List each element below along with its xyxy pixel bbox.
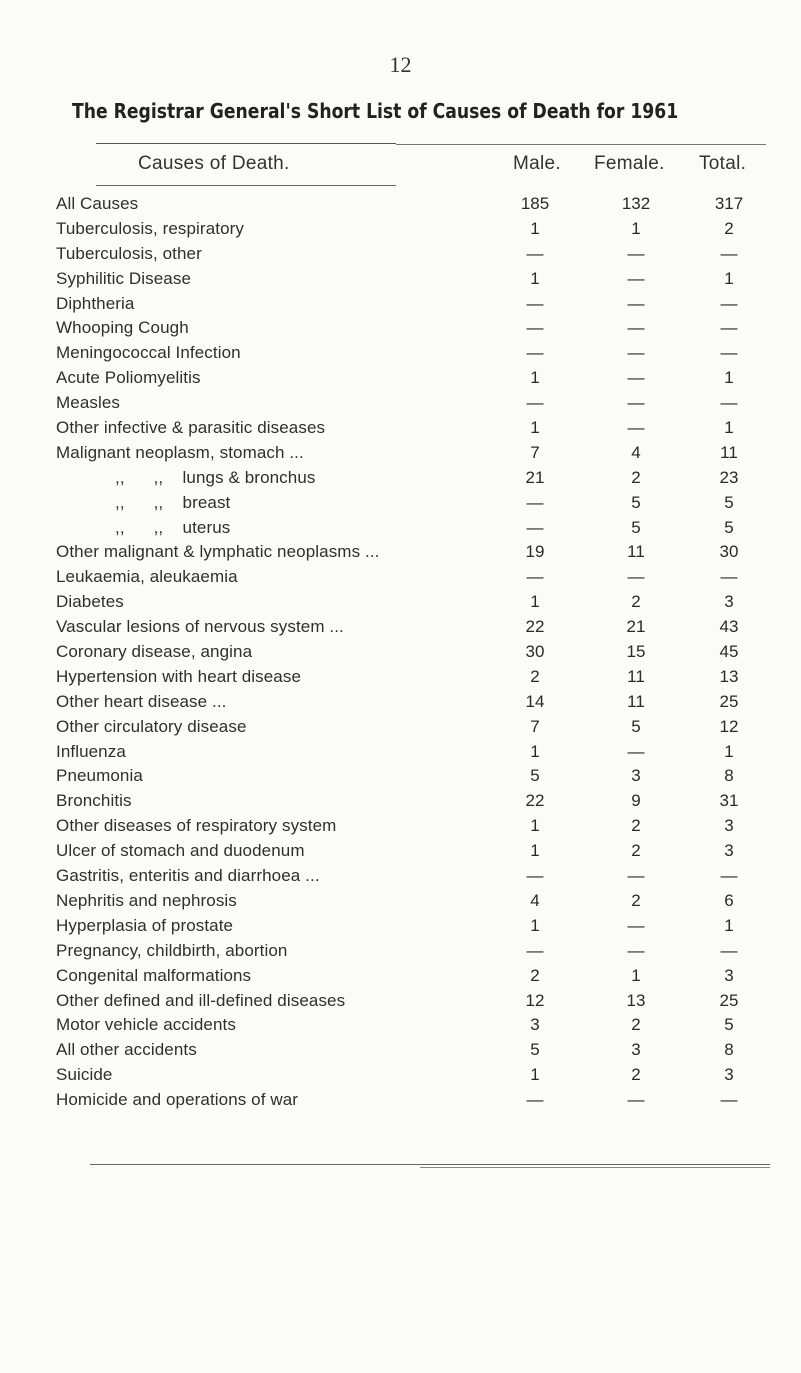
table-row: [0, 789, 801, 814]
table-row: [0, 615, 801, 640]
male-count: 1: [530, 368, 540, 388]
cause-label: Other diseases of respiratory system: [56, 816, 337, 836]
total-count: 5: [724, 517, 734, 537]
table-row: [0, 441, 801, 466]
female-count: 2: [631, 1065, 641, 1085]
column-header-cause: Causes of Death.: [138, 153, 290, 174]
total-count: 3: [724, 965, 734, 985]
table-row: [0, 516, 801, 541]
female-count: 9: [631, 791, 641, 811]
total-count: 3: [724, 841, 734, 861]
cause-label: Coronary disease, angina: [56, 642, 253, 662]
table-row: [0, 292, 801, 317]
table-row: [0, 690, 801, 715]
table-row: [0, 217, 801, 242]
table-row: [0, 640, 801, 665]
female-count: —: [627, 243, 645, 263]
male-count: 1: [530, 218, 540, 238]
total-count: 31: [719, 791, 739, 811]
female-count: —: [627, 866, 645, 886]
total-count: 3: [724, 592, 734, 612]
female-count: —: [627, 418, 645, 438]
cause-label: Other heart disease ...: [56, 691, 227, 711]
total-count: 25: [719, 990, 739, 1010]
table-row: [0, 565, 801, 590]
male-count: —: [526, 293, 544, 313]
female-count: —: [627, 343, 645, 363]
male-count: —: [526, 940, 544, 960]
female-count: 15: [626, 642, 646, 662]
male-count: 1: [530, 741, 540, 761]
cause-label: Pneumonia: [56, 766, 143, 786]
cause-label: All Causes: [56, 194, 139, 213]
female-count: 11: [627, 691, 645, 711]
total-count: 43: [719, 617, 739, 637]
cause-label: Bronchitis: [56, 791, 132, 811]
female-count: 3: [631, 766, 641, 786]
male-count: 2: [530, 666, 540, 686]
table-row: [0, 939, 801, 964]
female-count: —: [627, 915, 645, 935]
total-count: —: [720, 940, 738, 960]
cause-label: Acute Poliomyelitis: [56, 368, 201, 388]
total-count: —: [720, 318, 738, 338]
female-count: 13: [626, 990, 646, 1010]
total-count: 13: [719, 666, 739, 686]
column-header-total: Total.: [699, 153, 747, 174]
total-count: 11: [720, 442, 738, 462]
total-count: 12: [719, 716, 739, 736]
male-count: —: [526, 393, 544, 413]
female-count: —: [627, 368, 645, 388]
table-row: [0, 964, 801, 989]
total-count: —: [720, 293, 738, 313]
cause-label: Hyperplasia of prostate: [56, 915, 234, 935]
table-row: [0, 366, 801, 391]
table-row: [0, 590, 801, 615]
table-row: [0, 764, 801, 789]
bottom-rule-right: [420, 1167, 770, 1168]
male-count: —: [526, 492, 544, 512]
total-count: 1: [724, 368, 734, 388]
table-row: [0, 814, 801, 839]
table-row: [0, 341, 801, 366]
male-count: 2: [530, 965, 540, 985]
table-row: [0, 1013, 801, 1038]
male-count: 1: [530, 915, 540, 935]
male-count: 1: [530, 268, 540, 288]
table-row: [0, 466, 801, 491]
cause-label: Diphtheria: [56, 293, 135, 313]
male-count: 22: [525, 791, 545, 811]
cause-label: Measles: [56, 393, 121, 413]
cause-label: Nephritis and nephrosis: [56, 890, 237, 910]
total-count: 8: [724, 766, 734, 786]
male-count: 3: [530, 1015, 540, 1035]
female-count: 5: [631, 517, 641, 537]
total-count: 2: [724, 218, 734, 238]
male-count: 5: [530, 1040, 540, 1060]
female-count: 2: [631, 816, 641, 836]
total-count: 23: [719, 467, 739, 487]
table-row: [0, 267, 801, 292]
male-count: 7: [530, 716, 540, 736]
male-count: 1: [530, 1065, 540, 1085]
female-count: 5: [631, 716, 641, 736]
table-row: [0, 391, 801, 416]
cause-label: Pregnancy, childbirth, abortion: [56, 940, 288, 960]
column-header-male: Male.: [513, 153, 561, 174]
female-count: —: [627, 940, 645, 960]
male-count: 21: [525, 467, 545, 487]
male-count: —: [526, 1090, 544, 1110]
male-count: 185: [520, 194, 550, 213]
cause-label: Homicide and operations of war: [56, 1090, 299, 1110]
female-count: 132: [621, 194, 651, 213]
total-count: —: [720, 243, 738, 263]
female-count: —: [627, 1090, 645, 1110]
table-row: [0, 1038, 801, 1063]
cause-label: Other circulatory disease: [56, 716, 247, 736]
male-count: 1: [530, 592, 540, 612]
table-row: [0, 889, 801, 914]
cause-label: Tuberculosis, other: [56, 243, 202, 263]
table-row: [0, 665, 801, 690]
table-row: [0, 242, 801, 267]
female-count: 11: [627, 666, 645, 686]
total-count: 30: [719, 542, 739, 562]
male-count: —: [526, 243, 544, 263]
table-row: [0, 914, 801, 939]
total-count: 1: [724, 268, 734, 288]
total-count: 1: [724, 418, 734, 438]
male-count: 1: [530, 816, 540, 836]
female-count: 21: [626, 617, 646, 637]
female-count: —: [627, 293, 645, 313]
male-count: —: [526, 866, 544, 886]
table-row: [0, 1063, 801, 1088]
total-count: 25: [719, 691, 739, 711]
table-row: [0, 316, 801, 341]
total-count: 317: [714, 194, 744, 213]
total-count: 1: [724, 741, 734, 761]
table-row: [0, 491, 801, 516]
total-count: 5: [724, 492, 734, 512]
cause-label: ,, ,, breast: [115, 492, 231, 512]
total-count: —: [720, 393, 738, 413]
male-count: —: [526, 318, 544, 338]
header-rule: [96, 185, 396, 186]
male-count: 1: [530, 841, 540, 861]
total-count: 6: [724, 890, 734, 910]
top-rule: [96, 143, 396, 144]
cause-label: Ulcer of stomach and duodenum: [56, 841, 305, 861]
female-count: —: [627, 567, 645, 587]
female-count: 2: [631, 592, 641, 612]
cause-label: Whooping Cough: [56, 318, 189, 338]
male-count: —: [526, 343, 544, 363]
male-count: —: [526, 567, 544, 587]
cause-label: Diabetes: [56, 592, 124, 612]
total-count: 5: [724, 1015, 734, 1035]
cause-label: Malignant neoplasm, stomach ...: [56, 442, 304, 462]
cause-label: Other infective & parasitic diseases: [56, 418, 326, 438]
female-count: —: [627, 318, 645, 338]
female-count: 3: [631, 1040, 641, 1060]
table-row: [0, 864, 801, 889]
female-count: —: [627, 393, 645, 413]
female-count: 2: [631, 890, 641, 910]
table-row: [0, 715, 801, 740]
cause-label: Meningococcal Infection: [56, 343, 241, 363]
male-count: 22: [525, 617, 545, 637]
male-count: —: [526, 517, 544, 537]
cause-label: Influenza: [56, 741, 126, 761]
column-header-female: Female.: [594, 153, 665, 174]
cause-label: Other malignant & lymphatic neoplasms ...: [56, 542, 380, 562]
male-count: 19: [525, 542, 545, 562]
cause-label: Syphilitic Disease: [56, 268, 192, 288]
table-row: [0, 740, 801, 765]
table-row: [0, 540, 801, 565]
cause-label: ,, ,, lungs & bronchus: [115, 467, 316, 487]
female-count: —: [627, 741, 645, 761]
causes-table: [0, 192, 801, 1113]
female-count: 2: [631, 1015, 641, 1035]
total-count: —: [720, 343, 738, 363]
female-count: —: [627, 268, 645, 288]
total-count: 8: [724, 1040, 734, 1060]
female-count: 5: [631, 492, 641, 512]
male-count: 30: [525, 642, 545, 662]
cause-label: Gastritis, enteritis and diarrhoea ...: [56, 866, 320, 886]
total-count: —: [720, 1090, 738, 1110]
cause-label: Vascular lesions of nervous system ...: [56, 617, 344, 637]
table-row: [0, 839, 801, 864]
total-count: —: [720, 567, 738, 587]
total-count: 1: [724, 915, 734, 935]
cause-label: Leukaemia, aleukaemia: [56, 567, 238, 587]
total-count: —: [720, 866, 738, 886]
female-count: 4: [631, 442, 641, 462]
female-count: 11: [627, 542, 645, 562]
table-row: [0, 416, 801, 441]
total-count: 3: [724, 816, 734, 836]
male-count: 5: [530, 766, 540, 786]
page-title: The Registrar General's Short List of Causes of Death for 1961: [72, 99, 679, 123]
cause-label: Motor vehicle accidents: [56, 1015, 236, 1035]
male-count: 12: [525, 990, 545, 1010]
cause-label: Suicide: [56, 1065, 113, 1085]
cause-label: Congenital malformations: [56, 965, 252, 985]
table-row: [0, 1088, 801, 1113]
table-row: [0, 989, 801, 1014]
top-rule-right: [396, 144, 766, 145]
male-count: 4: [530, 890, 540, 910]
cause-label: Tuberculosis, respiratory: [56, 218, 244, 238]
male-count: 1: [530, 418, 540, 438]
table-row: [0, 192, 801, 217]
male-count: 14: [525, 691, 545, 711]
total-count: 45: [719, 642, 739, 662]
cause-label: Hypertension with heart disease: [56, 666, 302, 686]
cause-label: All other accidents: [56, 1040, 197, 1060]
female-count: 2: [631, 467, 641, 487]
male-count: 7: [530, 442, 540, 462]
female-count: 1: [631, 965, 641, 985]
cause-label: ,, ,, uterus: [115, 517, 231, 537]
total-count: 3: [724, 1065, 734, 1085]
bottom-rule: [90, 1164, 770, 1165]
page-number: 12: [389, 52, 412, 77]
female-count: 1: [631, 218, 641, 238]
cause-label: Other defined and ill-defined diseases: [56, 990, 346, 1010]
female-count: 2: [631, 841, 641, 861]
